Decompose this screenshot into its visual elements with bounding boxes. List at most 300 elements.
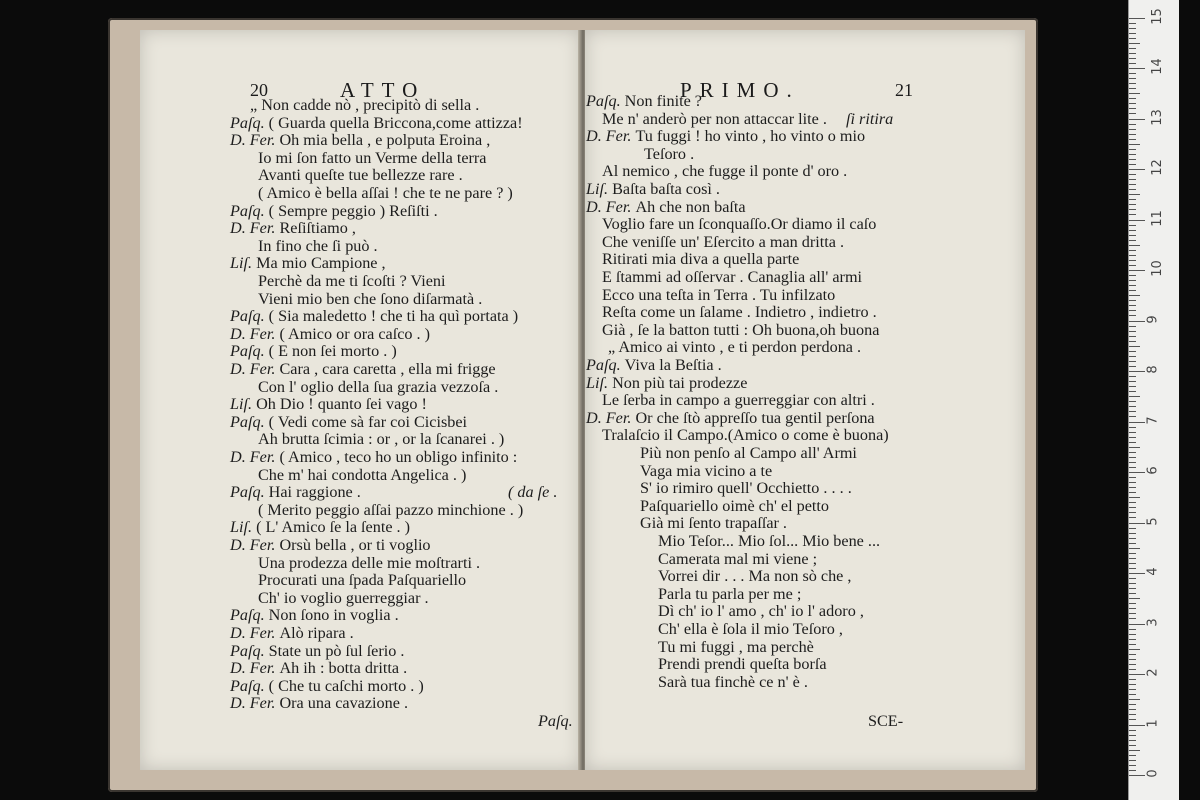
right-catchword: SCE-: [868, 712, 904, 730]
line-text: ( L' Amico ſe la ſente . ): [256, 518, 411, 537]
ruler-tick: [1129, 285, 1136, 286]
ruler-tick: [1129, 679, 1136, 680]
ruler-tick: [1129, 310, 1136, 311]
line-text: ( Amico è bella aſſai ! che te ne pare ? ): [258, 184, 513, 202]
text-line: [658, 655, 827, 673]
ruler-tick: [1129, 507, 1136, 508]
ruler-tick: [1129, 250, 1136, 251]
ruler-tick: [1129, 457, 1136, 458]
ruler-tick: [1129, 134, 1136, 135]
text-line: [230, 131, 490, 149]
ruler-tick: [1129, 346, 1140, 347]
ruler-tick: [1129, 214, 1136, 215]
speaker-label: D. Fer.: [230, 219, 280, 238]
stage-direction: ſi ritira: [846, 109, 894, 128]
text-line: [230, 606, 399, 624]
text-line: [586, 92, 702, 110]
line-text: Reſiſtiamo ,: [279, 219, 356, 238]
speaker-label: Liſ.: [586, 373, 613, 392]
line-text: Con l' oglio della ſua grazia vezzoſa .: [258, 377, 499, 396]
ruler-tick: [1129, 351, 1136, 352]
line-text: ( Che tu caſchi morto . ): [268, 676, 424, 695]
ruler-tick: [1129, 497, 1140, 498]
ruler-tick: [1129, 68, 1145, 69]
ruler-tick: [1129, 492, 1136, 493]
speaker-label: D. Fer.: [230, 360, 280, 378]
right-page-text: [586, 92, 946, 732]
ruler-tick: [1129, 558, 1136, 559]
speaker-label: D. Fer.: [230, 324, 280, 343]
text-line: [658, 532, 880, 550]
ruler-tick: [1129, 33, 1136, 34]
speaker-label: Paſq.: [230, 483, 269, 502]
speaker-label: Liſ.: [230, 518, 257, 537]
text-line: [258, 430, 504, 448]
text-line: [250, 96, 479, 114]
ruler-tick: [1129, 396, 1140, 397]
ruler-tick: [1129, 593, 1136, 594]
line-text: Me n' anderò per non attaccar lite .: [602, 109, 827, 128]
ruler-tick: [1129, 740, 1136, 741]
ruler-number: 13: [1149, 108, 1165, 126]
speaker-label: D. Fer.: [586, 127, 636, 146]
ruler-tick: [1129, 63, 1136, 64]
speaker-label: Liſ.: [230, 395, 257, 414]
ruler-tick: [1129, 376, 1136, 377]
line-text: Ora una cavazione .: [279, 694, 408, 713]
text-line: [230, 677, 424, 695]
text-line: [602, 268, 862, 286]
line-text: ( Sia maledetto ! che ti ha quì portata ): [268, 307, 519, 326]
text-line: [258, 184, 513, 202]
ruler-tick: [1129, 745, 1136, 746]
ruler-tick: [1129, 624, 1145, 625]
line-text: Non ſono in voglia .: [268, 606, 399, 625]
ruler-tick: [1129, 583, 1136, 584]
line-text: Ma mio Campione ,: [256, 254, 386, 273]
ruler-tick: [1129, 482, 1136, 483]
line-text: Ah ih : botta dritta .: [279, 659, 408, 678]
line-text: S' io rimiro quell' Occhietto . . . .: [640, 479, 852, 498]
line-text: Una prodezza delle mie moſtrarti .: [258, 553, 481, 572]
line-text: ( Vedi come sà far coi Cicisbei: [268, 412, 468, 431]
ruler-tick: [1129, 18, 1145, 19]
text-line: [602, 162, 847, 180]
ruler-tick: [1129, 517, 1136, 518]
text-line: [658, 638, 814, 656]
line-text: Ch' io voglio guerreggiar .: [258, 588, 429, 607]
text-line: [644, 145, 694, 163]
ruler-tick: [1129, 654, 1136, 655]
left-catchword: Paſq.: [538, 712, 573, 730]
text-line: [608, 338, 861, 356]
ruler-tick: [1129, 225, 1136, 226]
ruler-tick: [1129, 770, 1136, 771]
text-line: [586, 409, 875, 427]
text-line: [602, 303, 877, 321]
ruler-tick: [1129, 563, 1136, 564]
ruler-tick: [1129, 714, 1136, 715]
ruler-tick: [1129, 422, 1145, 423]
speaker-label: D. Fer.: [230, 536, 280, 554]
ruler-number: 15: [1149, 7, 1165, 25]
ruler-tick: [1129, 204, 1136, 205]
ruler-tick: [1129, 315, 1136, 316]
ruler-tick: [1129, 295, 1140, 296]
ruler-tick: [1129, 765, 1136, 766]
speaker-label: Paſq.: [230, 201, 269, 220]
ruler-number: 1: [1145, 718, 1161, 728]
line-text: Paſquariello oimè ch' el petto: [640, 496, 830, 515]
line-text: E ſtammi ad oſſervar . Canaglia all' armi: [602, 268, 863, 286]
line-text: ( Sempre peggio ) Reſiſti .: [268, 201, 438, 220]
ruler-tick: [1129, 103, 1136, 104]
ruler-tick: [1129, 502, 1136, 503]
ruler-tick: [1129, 548, 1140, 549]
line-text: ( Merito peggio aſſai pazzo minchione . ): [258, 500, 524, 519]
line-text: Già , ſe la batton tutti : Oh buona,oh buona: [602, 320, 880, 339]
text-line: [658, 602, 864, 620]
ruler-tick: [1129, 260, 1136, 261]
speaker-label: D. Fer.: [230, 694, 280, 713]
ruler-tick: [1129, 634, 1136, 635]
text-line: [230, 307, 518, 325]
ruler-number: 3: [1145, 617, 1161, 627]
ruler-tick: [1129, 487, 1136, 488]
ruler-tick: [1129, 356, 1136, 357]
line-text: Perchè da me ti ſcoſti ? Vieni: [258, 272, 446, 290]
ruler-tick: [1129, 472, 1145, 473]
ruler-tick: [1129, 38, 1136, 39]
text-line: [230, 360, 496, 378]
ruler-tick: [1129, 124, 1136, 125]
speaker-label: Paſq.: [230, 641, 269, 660]
line-text: Ah che non baſta: [635, 197, 746, 216]
ruler-tick: [1129, 28, 1136, 29]
ruler-tick: [1129, 608, 1136, 609]
line-text: Cara , cara caretta , ella mi frigge: [279, 360, 496, 378]
ruler-tick: [1129, 603, 1136, 604]
line-text: Camerata mal mi viene ;: [658, 549, 818, 568]
ruler-tick: [1129, 154, 1136, 155]
ruler-tick: [1129, 588, 1136, 589]
ruler-tick: [1129, 270, 1145, 271]
ruler-tick: [1129, 119, 1145, 120]
ruler-tick: [1129, 755, 1136, 756]
text-line: [658, 673, 808, 691]
text-line: [658, 585, 801, 603]
ruler-tick: [1129, 568, 1136, 569]
text-line: [230, 114, 523, 132]
ruler-tick: [1129, 406, 1136, 407]
line-text: Ch' ella è ſola il mio Teſoro ,: [658, 620, 843, 638]
text-line: [602, 426, 889, 444]
line-text: Mio Teſor... Mio ſol... Mio bene ...: [658, 532, 881, 550]
line-text: Procurati una ſpada Paſquariello: [258, 571, 467, 590]
line-text: Teſoro .: [644, 144, 695, 163]
speaker-label: D. Fer.: [586, 408, 636, 427]
ruler-tick: [1129, 381, 1136, 382]
ruler-tick: [1129, 93, 1140, 94]
line-text: Oh mia bella , e polputa Eroina ,: [279, 131, 491, 150]
ruler-tick: [1129, 598, 1140, 599]
ruler-tick: [1129, 58, 1136, 59]
ruler-tick: [1129, 447, 1140, 448]
right-page-header: PRIMO.: [680, 78, 800, 102]
speaker-label: Paſq.: [230, 412, 269, 431]
line-text: Voglio fare un ſconquaſſo.Or diamo il caſo: [602, 215, 877, 234]
line-text: Baſta baſta così .: [612, 180, 720, 198]
text-line: [258, 237, 378, 255]
text-line: [640, 497, 829, 515]
text-line: [586, 127, 865, 145]
text-line: [258, 272, 446, 290]
right-page-number: 21: [895, 80, 913, 100]
line-text: Viva la Beſtia .: [624, 356, 722, 374]
left-page-text: [230, 96, 580, 736]
ruler-tick: [1129, 750, 1140, 751]
ruler-tick: [1129, 704, 1136, 705]
ruler-tick: [1129, 230, 1136, 231]
text-line: [602, 215, 876, 233]
line-text: Le ſerba in campo a guerreggiar con altri .: [602, 391, 875, 410]
left-page-number: 20: [250, 80, 268, 100]
line-text: State un pò ſul ſerio .: [268, 641, 405, 660]
speaker-label: Paſq.: [230, 676, 269, 695]
line-text: Io mi ſon fatto un Verme della terra: [258, 148, 487, 167]
text-line: [258, 501, 523, 519]
text-line: [602, 250, 799, 268]
speaker-label: Paſq.: [230, 307, 269, 326]
ruler-tick: [1129, 684, 1136, 685]
line-text: Avanti queſte tue bellezze rare .: [258, 166, 463, 185]
line-text: Che veniſſe un' Eſercito a man dritta .: [602, 232, 845, 251]
text-line: [586, 180, 720, 198]
ruler-tick: [1129, 73, 1136, 74]
line-text: Ah brutta ſcimia : or , or la ſcanarei . ): [258, 430, 505, 449]
ruler-tick: [1129, 618, 1136, 619]
ruler-tick: [1129, 416, 1136, 417]
text-line: [230, 536, 431, 554]
speaker-label: Paſq.: [586, 92, 625, 110]
ruler-tick: [1129, 452, 1136, 453]
line-text: Ecco una teſta in Terra . Tu infilzato: [602, 285, 836, 304]
ruler-number: 9: [1145, 314, 1161, 324]
ruler-tick: [1129, 43, 1140, 44]
speaker-label: Paſq.: [230, 113, 269, 132]
line-text: Non finite ?: [624, 92, 702, 110]
ruler-tick: [1129, 699, 1140, 700]
ruler-tick: [1129, 245, 1140, 246]
ruler-tick: [1129, 477, 1136, 478]
line-text: ( Guarda quella Briccona,come attizza!: [268, 113, 523, 132]
text-line: [602, 391, 875, 409]
ruler-tick: [1129, 139, 1136, 140]
line-text: ( E non ſei morto . ): [268, 342, 397, 361]
ruler-number: 14: [1149, 58, 1165, 75]
text-line: [258, 378, 498, 396]
ruler-tick: [1129, 331, 1136, 332]
line-text: Hai raggione .: [268, 483, 361, 502]
ruler-tick: [1129, 275, 1136, 276]
ruler-tick: [1129, 361, 1136, 362]
ruler-tick: [1129, 220, 1145, 221]
ruler-tick: [1129, 442, 1136, 443]
ruler-tick: [1129, 113, 1136, 114]
text-line: [230, 325, 430, 343]
text-line: [230, 395, 427, 413]
ruler-tick: [1129, 194, 1140, 195]
text-line: [230, 483, 361, 501]
ruler-tick: [1129, 639, 1136, 640]
line-text: ( Amico , teco ho un obligo infinito :: [279, 448, 518, 466]
line-text: Tralaſcio il Campo.(Amico o come è buona): [602, 426, 889, 445]
ruler-tick: [1129, 108, 1136, 109]
text-line: [586, 356, 722, 374]
stage-direction: ( da ſe .: [508, 483, 558, 502]
ruler-tick: [1129, 371, 1145, 372]
ruler-tick: [1129, 240, 1136, 241]
speaker-label: Paſq.: [230, 342, 269, 361]
ruler-tick: [1129, 760, 1136, 761]
ruler-tick: [1129, 341, 1136, 342]
speaker-label: D. Fer.: [230, 131, 280, 150]
line-text: Or che ſtò appreſſo tua gentil perſona: [635, 408, 875, 427]
text-line: [230, 624, 354, 642]
ruler-tick: [1129, 305, 1136, 306]
ruler-tick: [1129, 689, 1136, 690]
text-line: [640, 479, 852, 497]
text-line: [658, 620, 843, 638]
ruler-tick: [1129, 649, 1140, 650]
ruler-tick: [1129, 411, 1136, 412]
ruler-number: 11: [1149, 209, 1165, 227]
ruler-tick: [1129, 528, 1136, 529]
ruler-tick: [1129, 462, 1136, 463]
line-text: In fino che ſi può .: [258, 236, 378, 255]
ruler-tick: [1129, 578, 1136, 579]
ruler-tick: [1129, 401, 1136, 402]
ruler-tick: [1129, 719, 1136, 720]
text-line: [230, 254, 386, 272]
ruler-tick: [1129, 129, 1136, 130]
ruler-number: 5: [1145, 516, 1161, 526]
ruler-tick: [1129, 543, 1136, 544]
ruler-number: 4: [1145, 567, 1161, 576]
text-line: [258, 290, 482, 308]
speaker-label: Liſ.: [586, 180, 613, 198]
text-line: [602, 233, 844, 251]
ruler-tick: [1129, 321, 1145, 322]
ruler-tick: [1129, 391, 1136, 392]
text-line: [258, 571, 466, 589]
ruler-tick: [1129, 427, 1136, 428]
text-line: [640, 444, 857, 462]
line-text: Vorrei dir . . . Ma non sò che ,: [658, 567, 852, 586]
text-line: [658, 567, 851, 585]
ruler-tick: [1129, 674, 1145, 675]
ruler-tick: [1129, 775, 1145, 776]
text-line: [658, 550, 817, 568]
text-line: [602, 286, 835, 304]
ruler-tick: [1129, 53, 1136, 54]
text-line: [230, 659, 407, 677]
line-text: „ Amico ai vinto , e ti perdon perdona .: [608, 338, 862, 357]
line-text: Orsù bella , or ti voglio: [279, 536, 431, 554]
ruler-tick: [1129, 184, 1136, 185]
speaker-label: Paſq.: [586, 356, 625, 374]
ruler-tick: [1129, 300, 1136, 301]
ruler-tick: [1129, 174, 1136, 175]
speaker-label: Paſq.: [230, 606, 269, 625]
ruler-tick: [1129, 23, 1136, 24]
text-line: [602, 321, 879, 339]
ruler-tick: [1129, 290, 1136, 291]
speaker-label: D. Fer.: [230, 448, 280, 466]
ruler-tick: [1129, 386, 1136, 387]
ruler-tick: [1129, 78, 1136, 79]
speaker-label: D. Fer.: [586, 197, 636, 216]
text-line: [258, 466, 466, 484]
line-text: Tu mi fuggi , ma perchè: [658, 637, 814, 656]
line-text: Dì ch' io l' amo , ch' io l' adoro ,: [658, 602, 864, 621]
text-line: [230, 448, 517, 466]
left-page-header: ATTO: [340, 78, 426, 102]
ruler-tick: [1129, 553, 1136, 554]
ruler-tick: [1129, 573, 1145, 574]
ruler-number: 7: [1145, 415, 1161, 425]
ruler-tick: [1129, 538, 1136, 539]
ruler-tick: [1129, 98, 1136, 99]
text-line: [586, 198, 746, 216]
ruler-number: 2: [1145, 668, 1161, 677]
ruler-tick: [1129, 437, 1136, 438]
line-text: Oh Dio ! quanto ſei vago !: [256, 395, 427, 414]
line-text: Alò ripara .: [279, 624, 354, 642]
ruler-number: 10: [1149, 260, 1165, 277]
text-line: [230, 413, 467, 431]
ruler-tick: [1129, 209, 1136, 210]
text-line: [230, 202, 438, 220]
ruler-number: 12: [1149, 159, 1165, 176]
ruler-tick: [1129, 366, 1136, 367]
ruler-tick: [1129, 523, 1145, 524]
ruler-tick: [1129, 336, 1136, 337]
ruler-tick: [1129, 629, 1136, 630]
ruler-tick: [1129, 144, 1140, 145]
line-text: ( Amico or ora caſco . ): [279, 324, 431, 343]
line-text: Vaga mia vicino a te: [640, 461, 773, 480]
ruler-tick: [1129, 735, 1136, 736]
ruler-tick: [1129, 83, 1136, 84]
line-text: Al nemico , che fugge il ponte d' oro .: [602, 162, 848, 181]
line-text: Non più tai prodezze: [612, 373, 748, 392]
line-text: Tu fuggi ! ho vinto , ho vinto o mio: [635, 127, 866, 146]
ruler-tick: [1129, 432, 1136, 433]
ruler-tick: [1129, 235, 1136, 236]
ruler-tick: [1129, 48, 1136, 49]
text-line: [602, 110, 827, 128]
ruler-tick: [1129, 169, 1145, 170]
ruler-tick: [1129, 512, 1136, 513]
line-text: Sarà tua finchè ce n' è .: [658, 672, 808, 691]
ruler-tick: [1129, 725, 1145, 726]
speaker-label: Liſ.: [230, 254, 257, 273]
text-line: [258, 149, 487, 167]
ruler-tick: [1129, 164, 1136, 165]
ruler-tick: [1129, 326, 1136, 327]
ruler-tick: [1129, 189, 1136, 190]
